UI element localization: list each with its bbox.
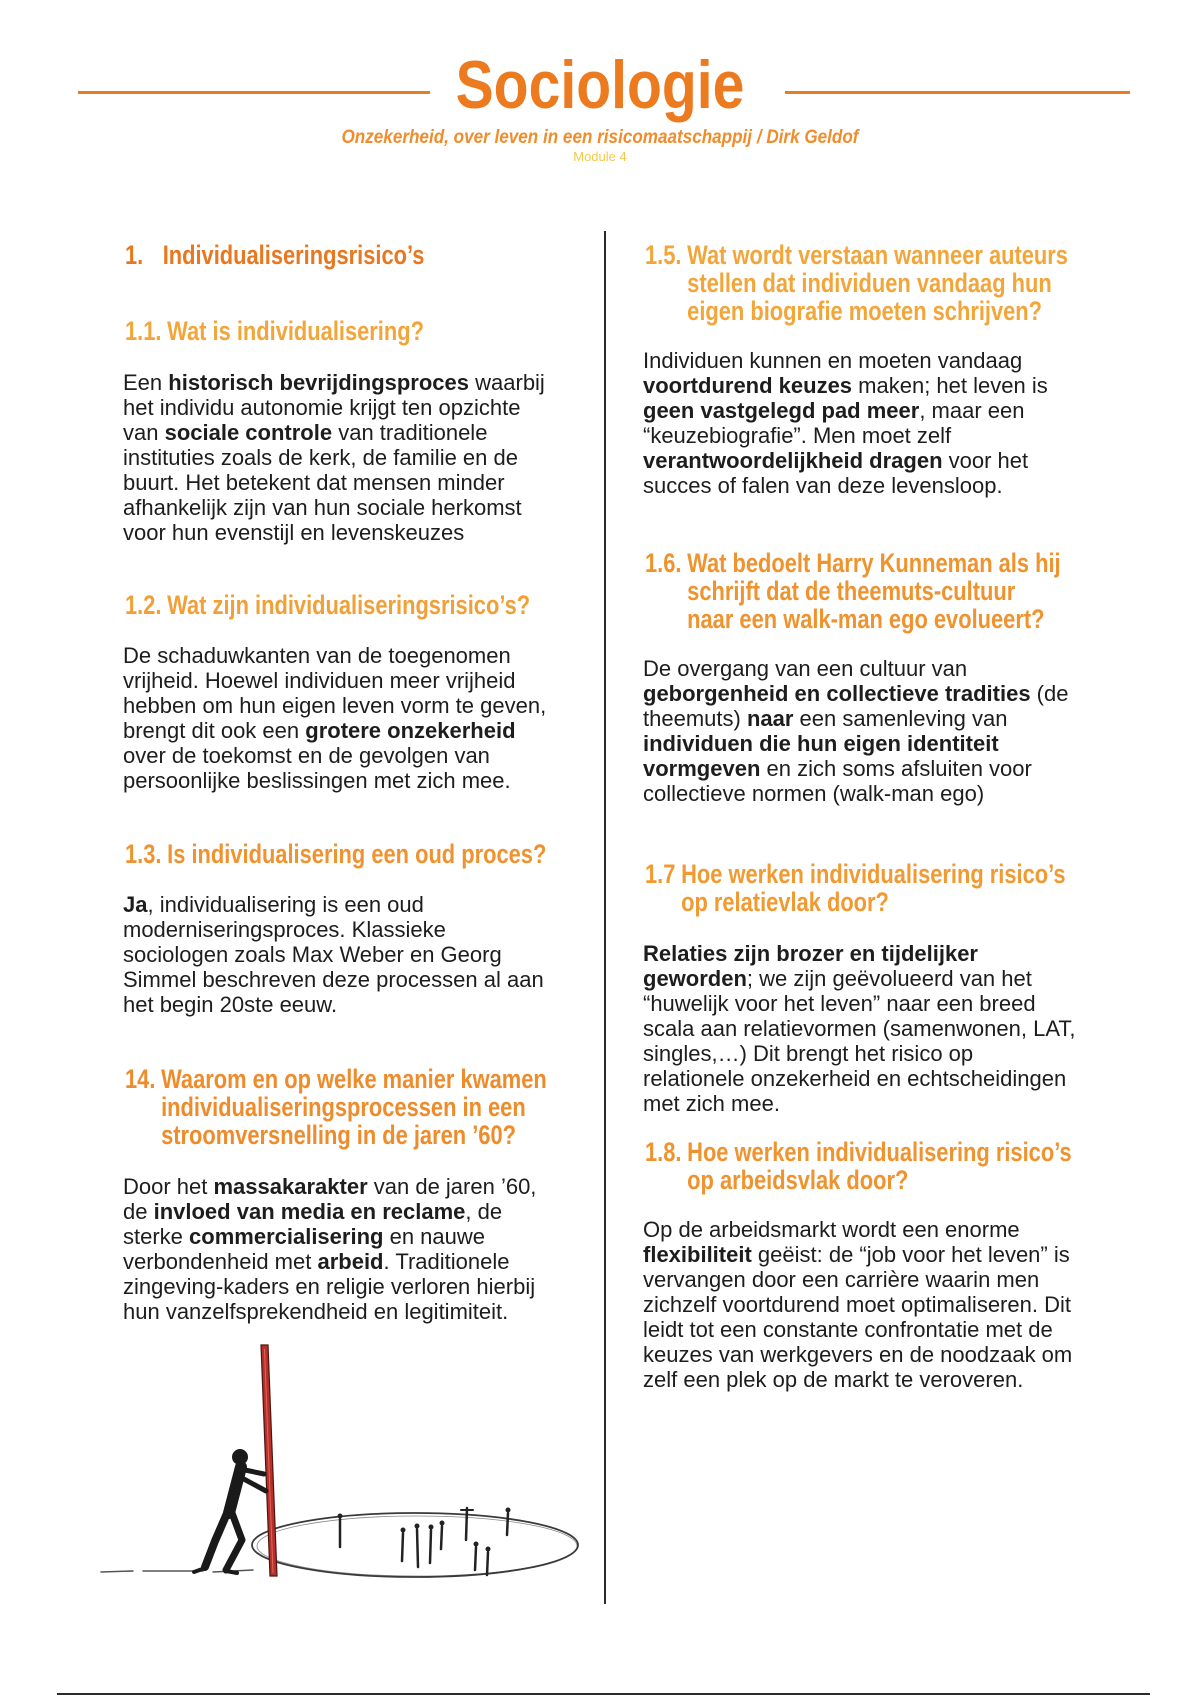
question-number: 1.8. [645,1137,682,1167]
text-run: voor het succes of falen van deze levensloop. [643,448,1029,498]
question-number: 1.6. [645,548,682,578]
text-run: waarbij het individu autonomie krijgt ten opzichte van [123,370,545,445]
text-run: . Traditionele zingeving-kaders en religie verloren hierbij hun vanzelfsprekendheid en legitimiteit. [123,1249,536,1324]
text-run: , de sterke [123,1199,503,1249]
bold-phrase: Relaties zijn brozer en tijdelijker geworden [643,941,978,991]
question-heading-1-8 [645,1138,1072,1194]
text-run: , individualisering is een oud moderniseringsproces. Klassieke sociologen zoals Max Weber en Georg Simmel beschreven deze processen al aan het begin 20ste eeuw. [123,892,544,1017]
text-run: Individuen kunnen en moeten vandaag [643,348,1023,373]
text-run: ; we zijn geëvolueerd van het “huwelijk voor het leven” naar een breed scala aan relatievormen (samenwonen, LAT, singles,…) Dit brengt het risico op relationele onzekerheid en echtscheidingen met zich mee. [643,966,1076,1116]
chapter-title: Individualiseringsrisico’s [162,240,425,270]
page-title: Sociologie [455,47,745,123]
bold-phrase: geen vastgelegd pad meer [643,398,920,423]
answer-1-2 [123,643,546,793]
pushing-figure-illustration [95,1335,595,1590]
bold-phrase: naar [746,706,794,731]
question-heading-1-2 [125,591,530,619]
question-title: Is individualisering een oud proces? [167,839,547,869]
text-run: Op de arbeidsmarkt wordt een enorme [643,1217,1020,1242]
question-number: 1.2. [125,590,162,620]
bold-phrase: flexibiliteit [643,1242,752,1267]
bold-phrase: voortdurend keuzes [643,373,853,398]
question-heading-1-5 [645,241,1068,325]
bold-phrase: sociale controle [164,420,333,445]
text-run: (de theemuts) [643,681,1069,731]
text-run: maken; het leven is [858,373,1048,398]
question-number: 14. [125,1064,156,1094]
question-heading-1-7 [645,860,1066,916]
question-title: Wat wordt verstaan wanneer auteurs stellen dat individuen vandaag hun eigen biografie moeten schrijven? [687,240,1068,326]
text-run: een samenleving van [799,706,1008,731]
question-number: 1.5. [645,240,682,270]
question-title: Waarom en op welke manier kwamen individualiseringsprocessen in een stroomversnelling in de jaren ’60? [161,1064,547,1150]
text-run: De overgang van een cultuur van [643,656,968,681]
bold-phrase: Ja [123,892,148,917]
question-heading-1-4 [125,1065,547,1149]
pole [261,1345,277,1576]
bold-phrase: invloed van media en reclame [153,1199,466,1224]
bold-phrase: verantwoordelijkheid dragen [643,448,943,473]
answer-1-7 [643,941,1075,1116]
pushing-figure [194,1449,266,1573]
text-run: van traditionele instituties zoals de kerk, de familie en de buurt. Het betekent dat mensen minder afhankelijk zijn van hun sociale herkomst voor hun evenstijl en levenskeuzes [123,420,522,545]
text-run: De schaduwkanten van de toegenomen vrijheid. Hoewel individuen meer vrijheid hebben om hun eigen leven vorm te geven, brengt dit ook een [123,643,547,743]
bold-phrase: commercialisering [189,1224,384,1249]
question-heading-1-1 [125,317,424,345]
text-run: en nauwe verbondenheid met [123,1224,485,1274]
column-divider [604,231,606,1604]
answer-1-1 [123,370,545,545]
text-run: van de jaren ’60, de [123,1174,537,1224]
question-number: 1.7 [645,859,676,889]
text-run: Door het [123,1174,214,1199]
bold-phrase: historisch bevrijdingsproces [168,370,470,395]
answer-1-8 [643,1217,1072,1392]
question-number: 1.1. [125,316,162,346]
bold-phrase: arbeid [317,1249,384,1274]
answer-1-4 [123,1174,536,1324]
ground-circle [252,1513,578,1577]
chapter-number: 1. [125,240,144,270]
text-run: , maar een “keuzebiografie”. Men moet zelf [643,398,1025,448]
answer-1-3 [123,892,544,1017]
answer-1-6 [643,656,1068,806]
text-run: Een [123,370,169,395]
bold-phrase: grotere onzekerheid [305,718,516,743]
bold-phrase: geborgenheid en collectieve tradities [643,681,1031,706]
question-number: 1.3. [125,839,162,869]
chapter-heading [125,241,424,269]
bold-phrase: massakarakter [213,1174,368,1199]
text-run: geëist: de “job voor het leven” is vervangen door een carrière waarin men zichzelf voortdurend moet optimaliseren. Dit leidt tot een constante confrontatie met de keuzes van werkgevers en de noodzaak om zelf een plek op de markt te veroveren. [643,1242,1073,1392]
module-label: Module 4 [573,149,627,164]
bottom-rule [57,1693,1150,1695]
question-heading-1-3 [125,840,546,868]
text-run: en zich soms afsluiten voor collectieve normen (walk-man ego) [643,756,1032,806]
question-title: Wat is individualisering? [167,316,424,346]
question-title: Hoe werken individualisering risico’s op relatievlak door? [681,859,1066,917]
question-title: Wat bedoelt Harry Kunneman als hij schrijft dat de theemuts-cultuur naar een walk-man ego evolueert? [687,548,1061,634]
answer-1-5 [643,348,1048,498]
bold-phrase: individuen die hun eigen identiteit vormgeven [643,731,999,781]
question-title: Hoe werken individualisering risico’s op arbeidsvlak door? [687,1137,1072,1195]
question-heading-1-6 [645,549,1061,633]
text-run: over de toekomst en de gevolgen van persoonlijke beslissingen met zich mee. [123,743,511,793]
book-subtitle: Onzekerheid, over leven in een risicomaatschappij / Dirk Geldof [341,127,859,148]
question-title: Wat zijn individualiseringsrisico’s? [167,590,531,620]
